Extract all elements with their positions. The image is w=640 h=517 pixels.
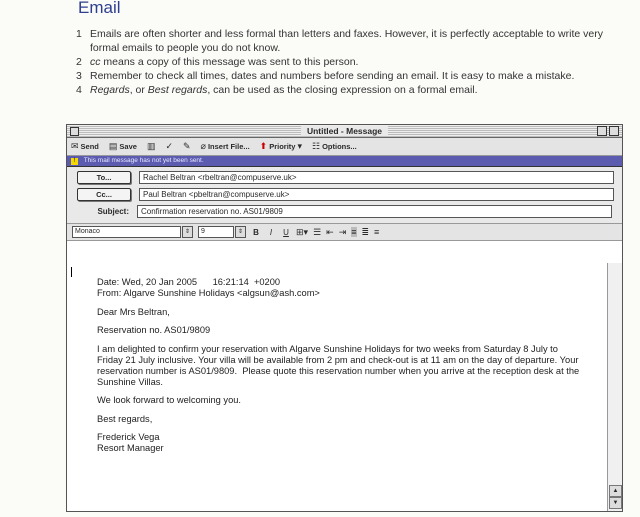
window-title: Untitled - Message	[301, 126, 388, 136]
check-names-button[interactable]	[165, 141, 173, 152]
tip-text-part: cc	[90, 55, 101, 68]
collapse-box-icon[interactable]	[609, 126, 619, 136]
date-line: Date: Wed, 20 Jan 2005 16:21:14 +0200	[97, 277, 281, 287]
status-text: This mail message has not yet been sent.	[83, 157, 204, 164]
tip-text	[90, 28, 616, 55]
vertical-scrollbar[interactable]	[607, 263, 622, 511]
indent-left-icon[interactable]: ⇤	[326, 226, 334, 237]
bullet-list-icon[interactable]: ☰	[313, 226, 322, 237]
tip-text-part: Remember to check all times, dates and numbers before sending an email. It is easy to make a mistake.	[90, 69, 575, 82]
tips-list	[76, 28, 616, 98]
scroll-up-icon[interactable]: ▲	[609, 485, 622, 497]
insert-file-button[interactable]: ⌀ Insert File...	[200, 141, 250, 151]
closing-line: We look forward to welcoming you.	[97, 395, 241, 405]
text-caret	[71, 267, 72, 277]
underline-button[interactable]: U	[283, 227, 289, 237]
priority-button[interactable]: ⬆ Priority ▾	[259, 141, 302, 151]
salutation: Dear Mrs Beltran,	[97, 306, 170, 317]
align-right-icon[interactable]: ≡	[374, 227, 380, 237]
tip-number: 3	[76, 69, 82, 82]
warning-icon: !	[71, 158, 78, 165]
tip-text	[90, 70, 616, 84]
zoom-box-icon[interactable]	[597, 126, 607, 136]
subject-field[interactable]: Confirmation reservation no. AS01/9809	[137, 205, 612, 218]
tip-number: 1	[76, 28, 82, 40]
to-button[interactable]: To...	[77, 171, 131, 184]
priority-icon: ⬆	[259, 141, 268, 151]
tip-text-part: Best regards	[147, 83, 208, 96]
indent-right-icon[interactable]: ⇥	[338, 226, 347, 237]
cc-field[interactable]: Paul Beltran <pbeltran@compuserve.uk>	[139, 188, 614, 201]
tip-item	[76, 84, 616, 98]
paperclip-icon: ⌀	[200, 141, 206, 151]
scroll-down-icon[interactable]: ▼	[609, 497, 622, 509]
address-book-icon: ▥	[146, 141, 156, 151]
to-field[interactable]: Rachel Beltran <rbeltran@compuserve.uk>	[139, 171, 614, 184]
save-icon: ▤	[108, 141, 118, 151]
options-icon: ☷	[312, 141, 321, 151]
align-left-icon[interactable]: ≡	[351, 227, 357, 237]
font-select[interactable]: Monaco	[72, 226, 181, 238]
from-line: From: Algarve Sunshine Holidays <algsun@ash.com>	[97, 288, 320, 298]
tip-text-part: means a copy of this message was sent to this person.	[100, 55, 359, 68]
italic-button[interactable]: I	[269, 227, 273, 237]
tip-text-part: Regards	[90, 83, 130, 96]
chevron-down-icon: ▾	[297, 141, 302, 151]
tip-text	[90, 84, 616, 98]
window-titlebar[interactable]	[67, 125, 622, 138]
regards-line: Best regards,	[97, 413, 153, 424]
status-bar	[67, 156, 622, 167]
tip-number: 4	[76, 83, 82, 96]
cc-button[interactable]: Cc...	[77, 188, 131, 201]
size-select-arrow-icon[interactable]: ⇕	[235, 226, 246, 238]
subject-label: Subject:	[97, 207, 129, 216]
toolbar	[67, 138, 622, 156]
signature-icon: ✎	[183, 141, 191, 151]
body-paragraph: I am delighted to confirm your reservation with Algarve Sunshine Holidays for two weeks from Saturday 8 July to Friday 21 July inclusive. Your villa will be available from 2 pm and check-out is at 11 am on the day of departure. Your reservation number is AS01/9809. Please quote this reservation number when you arrive at the reception desk at the Sunshine Villas.	[97, 343, 582, 387]
tip-text-part: Emails are often shorter and less formal than letters and faxes. However, it is perfectly acceptable to write very formal emails to people you do not know.	[90, 28, 603, 54]
color-menu-icon[interactable]: ⊞▾	[296, 226, 309, 237]
address-book-button[interactable]	[147, 141, 156, 152]
send-button[interactable]: ✉ Send	[71, 141, 99, 151]
format-bar	[67, 224, 622, 241]
font-select-arrow-icon[interactable]: ⇕	[182, 226, 193, 238]
bold-button[interactable]: B	[253, 227, 259, 237]
options-button[interactable]: ☷ Options...	[312, 141, 357, 151]
tip-item	[76, 28, 616, 55]
tip-text-part: , can be used as the closing expression on a formal email.	[207, 83, 478, 96]
tip-item	[76, 70, 616, 84]
tip-text-part: , or	[129, 83, 148, 96]
signer-name: Frederick Vega	[97, 432, 160, 442]
size-select[interactable]: 9	[198, 226, 234, 238]
signature-button[interactable]	[183, 141, 191, 152]
tip-item	[76, 56, 616, 70]
message-window	[66, 124, 623, 512]
tip-text	[90, 56, 616, 70]
tip-number: 2	[76, 55, 82, 68]
close-box-icon[interactable]	[70, 127, 79, 136]
align-center-icon[interactable]: ≣	[361, 226, 370, 237]
send-icon: ✉	[71, 141, 79, 151]
save-button[interactable]: ▤ Save	[108, 141, 137, 151]
signer-title: Resort Manager	[97, 443, 164, 453]
message-headers	[67, 167, 622, 224]
check-names-icon: ✓	[165, 141, 173, 151]
message-body[interactable]	[67, 263, 606, 511]
reservation-line: Reservation no. AS01/9809	[97, 325, 211, 335]
section-title: Email	[78, 0, 121, 17]
